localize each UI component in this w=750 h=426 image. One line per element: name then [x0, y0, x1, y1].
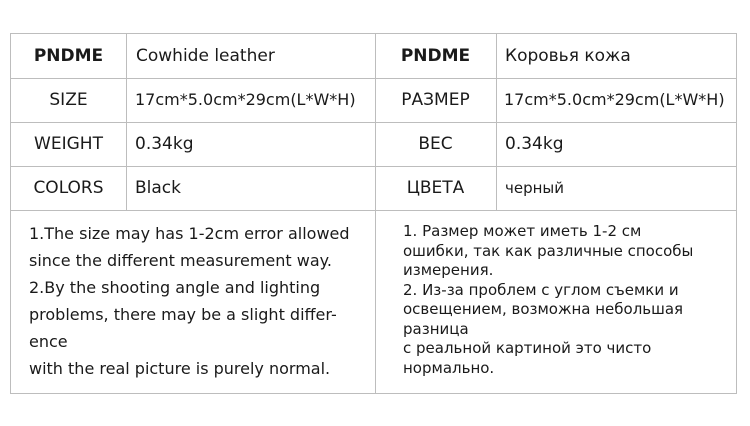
brand-label: PNDME: [33, 45, 104, 66]
size-label-ru: РАЗМЕР: [401, 89, 470, 110]
spec-table: [10, 33, 737, 394]
brand-label-ru: PNDME: [400, 45, 471, 66]
colors-label-ru: ЦВЕТА: [406, 177, 465, 198]
colors-value: Black: [135, 177, 181, 198]
weight-value-ru: 0.34kg: [505, 133, 564, 154]
material-value: Cowhide leather: [136, 45, 275, 66]
weight-label: WEIGHT: [34, 133, 103, 154]
weight-label-ru: ВЕС: [418, 133, 453, 154]
weight-value: 0.34kg: [135, 133, 194, 154]
colors-value-ru: черный: [505, 178, 565, 197]
notes-english: 1.The size may has 1-2cm error allowed since the different measurement way. 2.By the shooting angle and lighting problems, there may be a slight differ- ence with the real picture is purely normal.: [29, 224, 350, 378]
row-divider: [11, 210, 736, 211]
size-value: 17cm*5.0cm*29cm(L*W*H): [135, 90, 356, 109]
size-value-ru: 17cm*5.0cm*29cm(L*W*H): [504, 90, 725, 109]
notes-russian: 1. Размер может иметь 1-2 см ошибки, так как различные способы измерения. 2. Из-за проблем с углом съемки и освещением, возможна небольшая разница с реальной картиной это чисто нормально.: [403, 222, 694, 377]
colors-label: COLORS: [33, 177, 104, 198]
size-label: SIZE: [49, 89, 88, 110]
material-value-ru: Коровья кожа: [505, 45, 631, 66]
